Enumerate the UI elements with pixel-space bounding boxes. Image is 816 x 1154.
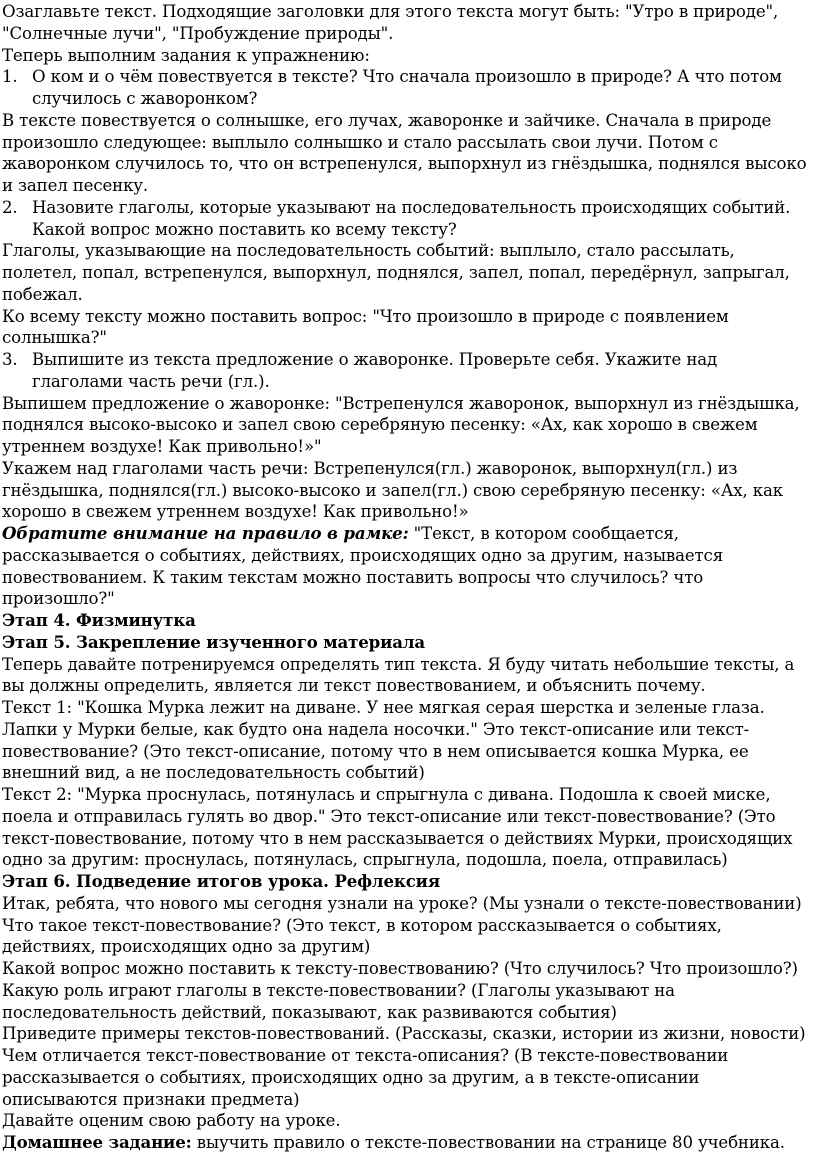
reflection-1: Итак, ребята, что нового мы сегодня узнали на уроке? (Мы узнали о тексте-повествовании)	[2, 893, 802, 913]
question-1	[2, 66, 808, 110]
question-2-text: Назовите глаголы, которые указывают на последовательность происходящих событий. Какой вопрос можно поставить ко всему тексту?	[32, 197, 791, 239]
reflection-2: Что такое текст-повествование? (Это текст, в котором рассказывается о событиях, действиях, происходящих одно за другим)	[2, 915, 722, 957]
question-3	[2, 349, 808, 393]
reflection-6: Чем отличается текст-повествование от текста-описания? (В тексте-повествовании рассказывается о событиях, происходящих одно за другим, а в тексте-описании описываются признаки предмета)	[2, 1046, 729, 1109]
text-1-example: Текст 1: "Кошка Мурка лежит на диване. У нее мягкая серая шерстка и зеленые глаза. Лапки у Мурки белые, как будто она надела носочки." Это текст-описание или текст-повествование? (Это текст-описание, потому что в нем описывается кошка Мурка, ее внешний вид, а не последовательность событий)	[2, 698, 765, 783]
rule-text: "Текст, в котором сообщается, рассказывается о событиях, действиях, происходящих одно за другим, называется повествованием. К таким текстам можно поставить вопросы что случилось? что произошло?"	[2, 524, 724, 609]
stage-4-heading: Этап 4. Физминутка	[2, 610, 196, 630]
question-2	[2, 197, 808, 241]
reflection-3: Какой вопрос можно поставить к тексту-повествованию? (Что случилось? Что произошло?)	[2, 959, 798, 978]
answer-1: В тексте повествуется о солнышке, его лучах, жаворонке и зайчике. Сначала в природе произошло следующее: выплыло солнышко и стало рассылать свои лучи. Потом с жаворонком случилось то, что он встрепенулся, выпорхнул из гнёздышка, поднялся высоко и запел песенку.	[2, 110, 807, 195]
training-intro: Теперь давайте потренируемся определять тип текста. Я буду читать небольшие тексты, а вы должны определить, является ли текст повествованием, и объяснить почему.	[2, 654, 795, 696]
reflection-4: Какую роль играют глаголы в тексте-повествовании? (Глаголы указывают на последовательность действий, показывают, как развиваются события)	[2, 980, 675, 1022]
stage-6-heading: Этап 6. Подведение итогов урока. Рефлексия	[2, 871, 440, 891]
question-2-number: 2.	[2, 197, 18, 217]
homework-label: Домашнее задание:	[2, 1132, 192, 1152]
rule-paragraph	[2, 523, 808, 610]
text-2-example: Текст 2: "Мурка проснулась, потянулась и спрыгнула с дивана. Подошла к своей миске, поела и отправилась гулять во двор." Это текст-описание или текст-повествование? (Это текст-повествование, потому что в нем рассказывается о действиях Мурки, происходящих одно за другим: проснулась, потянулась, спрыгнула, подошла, поела, отправилась)	[2, 785, 793, 870]
stage-5-heading: Этап 5. Закрепление изученного материала	[2, 631, 426, 652]
answer-3-sentence: Выпишем предложение о жаворонке: "Встрепенулся жаворонок, выпорхнул из гнёздышка, поднялся высоко-высоко и запел свою серебряную песенку: «Ах, как хорошо в свежем утреннем воздухе! Как привольно!»"	[2, 393, 800, 456]
question-1-text: О ком и о чём повествуется в тексте? Что сначала произошло в природе? А что потом случилось с жаворонком?	[32, 67, 782, 108]
reflection-7: Давайте оценим свою работу на уроке.	[2, 1111, 341, 1131]
rule-label: Обратите внимание на правило в рамке:	[2, 523, 409, 543]
exercise-intro: Теперь выполним задания к упражнению:	[2, 45, 370, 65]
question-3-text: Выпишите из текста предложение о жаворонке. Проверьте себя. Укажите над глаголами часть речи (гл.).	[32, 350, 718, 391]
title-suggestion-paragraph: Озаглавьте текст. Подходящие заголовки для этого текста могут быть: "Утро в природе", "Солнечные лучи", "Пробуждение природы".	[2, 2, 779, 43]
reflection-5: Приведите примеры текстов-повествований. (Рассказы, сказки, истории из жизни, новости)	[2, 1024, 806, 1044]
answer-2-verbs: Глаголы, указывающие на последовательность событий: выплыло, стало рассылать, полетел, попал, встрепенулся, выпорхнул, поднялся, запел, попал, передёрнул, запрыгал, побежал.	[2, 241, 790, 304]
answer-3-parts-of-speech: Укажем над глаголами часть речи: Встрепенулся(гл.) жаворонок, выпорхнул(гл.) из гнёздышка, поднялся(гл.) высоко-высоко и запел(гл.) свою серебряную песенку: «Ах, как хорошо в свежем утреннем воздухе! Как привольно!»	[2, 458, 783, 522]
answer-2-question: Ко всему тексту можно поставить вопрос: "Что произошло в природе с появлением солнышка?"	[2, 306, 729, 348]
homework-paragraph	[2, 1132, 808, 1154]
question-1-number: 1.	[2, 67, 18, 87]
homework-text: выучить правило о тексте-повествовании на странице 80 учебника.	[191, 1133, 785, 1152]
question-3-number: 3.	[2, 350, 18, 369]
